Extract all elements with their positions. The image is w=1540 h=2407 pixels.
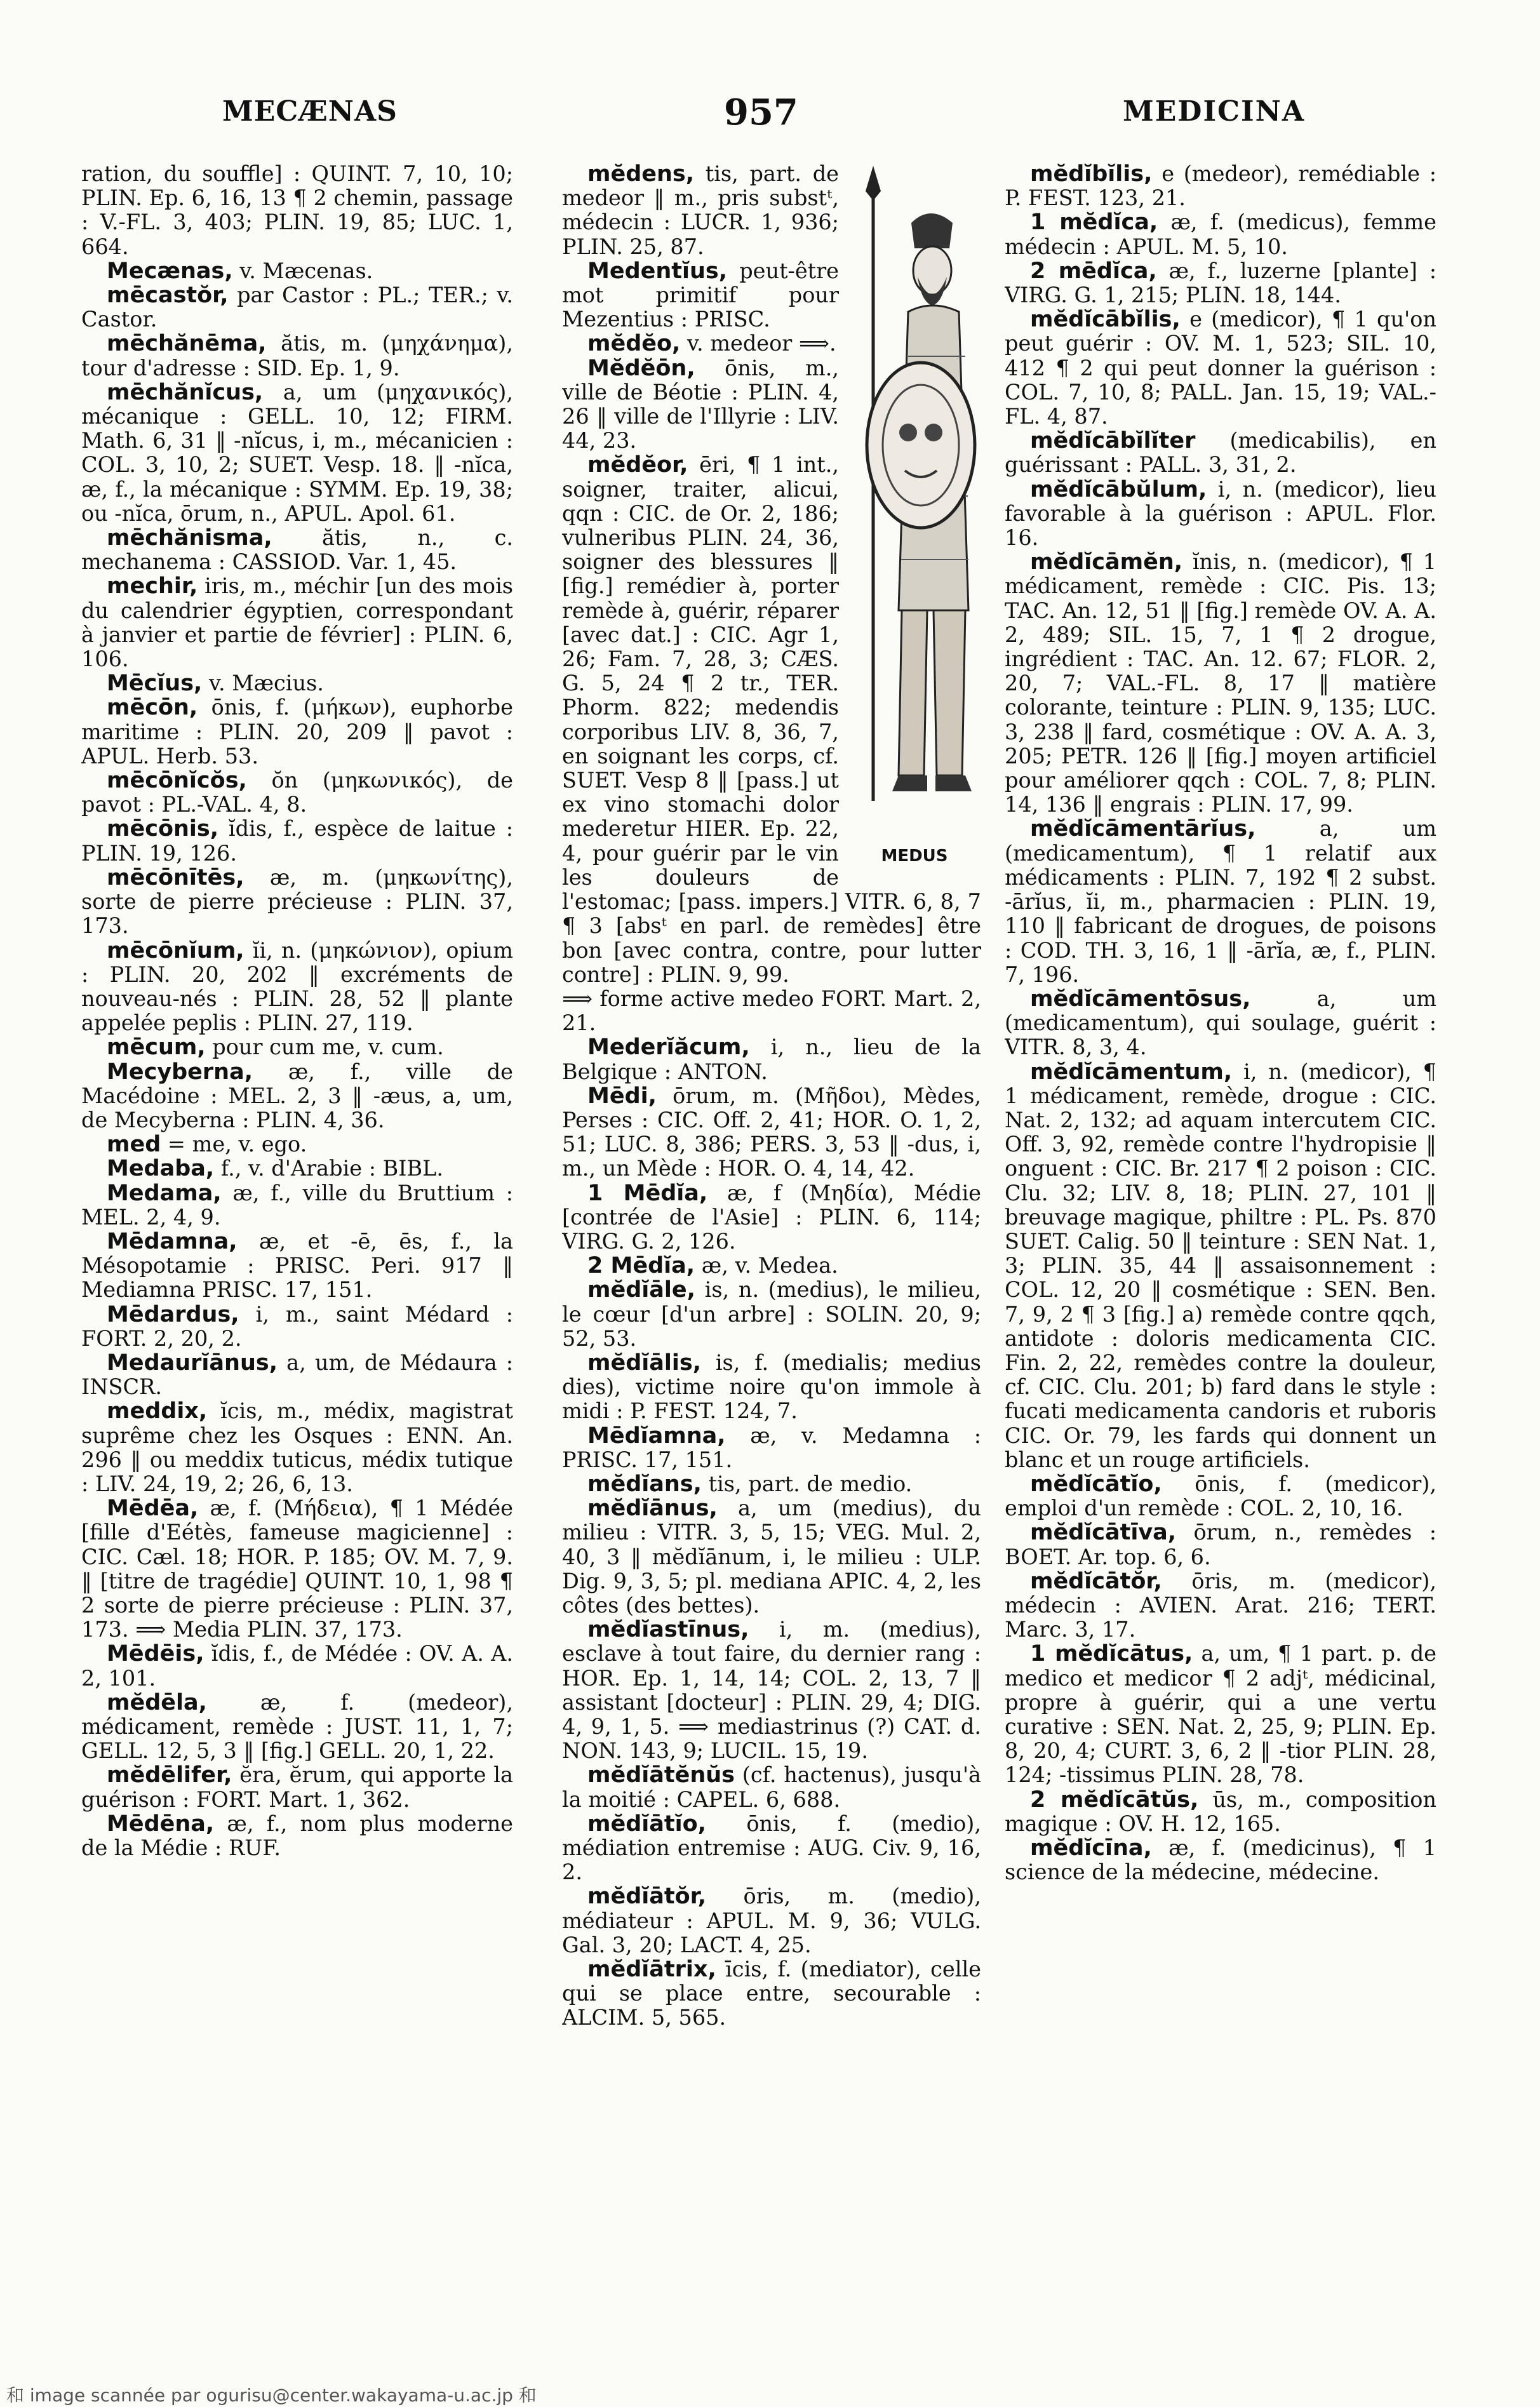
entry-definition: ōnis, f. (medicor), emploi d'un remède : COL. 2, 10, 16. bbox=[1005, 1471, 1436, 1521]
dictionary-entry bbox=[81, 332, 513, 380]
dictionary-entry bbox=[562, 1084, 981, 1181]
entry-definition: (cf. hactenus), jusqu'à la moitié : CAPEL. 6, 688. bbox=[562, 1762, 981, 1812]
dictionary-entry bbox=[81, 1230, 513, 1303]
entry-headword: Mēdēna, bbox=[107, 1811, 215, 1837]
dictionary-entry bbox=[81, 866, 513, 939]
entry-headword: mĕdĭcātīva, bbox=[1030, 1520, 1177, 1546]
entry-headword: Mēcĭus, bbox=[107, 671, 203, 697]
running-head-left: MECÆNAS bbox=[222, 95, 398, 128]
entry-headword: mĕdens, bbox=[587, 162, 695, 187]
dictionary-entry bbox=[562, 1957, 981, 2030]
entry-definition: ēri, ¶ 1 int., soigner, traiter, alicui, qqn : CIC. de Or. 2, 186; vulneribus PLIN. 24, 36, soigner des blessures ‖ [fig.] remédier à, porter remède à, guérir, réparer [avec dat.] : CIC. Agr 1, 26; Fam. 7, 28, 3; CÆS. G. 5, 24 ¶ 2 tr., TER. Phorm. 822; medendis corporibus LIV. 8, 36, 7, en soignant les corps, cf. SUET. Vesp 8 ‖ [pass.] ut ex vino stomachi dolor mederetur HIER. Ep. 22, 4, pour guérir par le vin les douleurs de l'estomac; [pass. impers.] VITR. 6, 8, 7 ¶ 3 [absᵗ en parl. de remèdes] être bon [avec contra, contre, pour lutter contre] : PLIN. 9, 99. bbox=[562, 452, 981, 987]
entry-definition: tis, part. de medeor ‖ m., pris substᵗ, médecin : LUCR. 1, 936; PLIN. 25, 87. bbox=[562, 162, 839, 259]
dictionary-entry bbox=[81, 1181, 513, 1230]
dictionary-entry bbox=[562, 1181, 981, 1254]
entry-headword: mēcōnis, bbox=[107, 816, 219, 842]
entry-headword: mĕdĭātĭo, bbox=[587, 1811, 706, 1837]
entry-definition: ōnis, f. (μήκων), euphorbe maritime : PLIN. 20, 209 ‖ pavot : APUL. Herb. 53. bbox=[81, 695, 513, 768]
entry-headword: Mecyberna, bbox=[107, 1059, 253, 1085]
entry-headword: mēcum, bbox=[107, 1035, 206, 1061]
dictionary-entry bbox=[1005, 1060, 1436, 1472]
dictionary-entry bbox=[562, 1618, 981, 1763]
entry-headword: mĕdĭcīna, bbox=[1030, 1835, 1152, 1861]
dictionary-entry bbox=[81, 1157, 513, 1181]
medus-figure bbox=[848, 166, 981, 864]
dictionary-entry bbox=[562, 1763, 981, 1811]
entry-headword: mĕdĭbĭlis, bbox=[1030, 162, 1153, 187]
entry-headword: mēchănĭcus, bbox=[107, 379, 264, 405]
dictionary-entry bbox=[1005, 307, 1436, 429]
entry-headword: Mēdamna, bbox=[107, 1228, 238, 1254]
entry-definition: v. Mæcius. bbox=[209, 671, 324, 696]
dictionary-entry bbox=[1005, 210, 1436, 258]
dictionary-entry bbox=[562, 1254, 981, 1278]
entry-definition: i, n. (medicor), lieu favorable à la guérison : APUL. Flor. 16. bbox=[1005, 476, 1436, 551]
dictionary-entry bbox=[81, 1035, 513, 1059]
entry-definition: = me, v. ego. bbox=[167, 1132, 307, 1157]
entry-headword: 2 mēdĭca, bbox=[1030, 258, 1157, 284]
dictionary-entry bbox=[81, 1351, 513, 1399]
entry-headword: mĕdĭāle, bbox=[587, 1277, 695, 1303]
column-1 bbox=[81, 162, 513, 2251]
dictionary-entry bbox=[1005, 1836, 1436, 1884]
entry-headword: mēchănēma, bbox=[107, 331, 267, 357]
dictionary-entry bbox=[562, 1496, 981, 1618]
entry-headword: mēcōnītēs, bbox=[107, 864, 244, 890]
dictionary-entry bbox=[81, 695, 513, 768]
entry-definition: a, um (μηχανικός), mécanique : GELL. 10, 12; FIRM. Math. 6, 31 ‖ -nĭcus, i, m., mécanicien : COL. 3, 10, 2; SUET. Vesp. 18. ‖ -nĭca, æ, f., la mécanique : SYMM. Ep. 19, 38; ou -nĭca, ōrum, n., APUL. Apol. 61. bbox=[81, 379, 513, 526]
dictionary-entry bbox=[81, 817, 513, 865]
entry-definition: v. medeor ⟹. bbox=[687, 331, 836, 356]
dictionary-entry bbox=[81, 1132, 513, 1157]
dictionary-entry bbox=[81, 1060, 513, 1133]
entry-definition: ătis, n., c. mechanema : CASSIOD. Var. 1, 45. bbox=[81, 525, 513, 575]
entry-definition: iris, m., méchir [un des mois du calendrier égyptien, correspondant à janvier et partie de février] : PLIN. 6, 106. bbox=[81, 573, 513, 672]
entry-definition: ōris, m. (medio), médiateur : APUL. M. 9, 36; VULG. Gal. 3, 20; LACT. 4, 25. bbox=[562, 1884, 981, 1957]
dictionary-entry bbox=[81, 1399, 513, 1496]
entry-definition: æ, f. (medicus), femme médecin : APUL. M. 5, 10. bbox=[1005, 210, 1436, 259]
dictionary-entry bbox=[562, 1812, 981, 1885]
entry-headword: Mēdēa, bbox=[107, 1496, 199, 1522]
entry-definition: æ, v. Medamna : PRISC. 17, 151. bbox=[562, 1423, 981, 1472]
entry-definition: i, m., saint Médard : FORT. 2, 20, 2. bbox=[81, 1301, 513, 1351]
entry-headword: mĕdĭātŏr, bbox=[587, 1884, 707, 1910]
entry-headword: mechir, bbox=[107, 573, 198, 600]
dictionary-entry bbox=[81, 1496, 513, 1642]
column-2 bbox=[562, 162, 981, 2251]
entry-headword: 2 Mēdĭa, bbox=[587, 1253, 695, 1279]
entry-definition: æ, v. Medea. bbox=[701, 1253, 838, 1278]
entry-headword: Mēdĭamna, bbox=[587, 1423, 726, 1449]
entry-definition: a, um (medius), du milieu : VITR. 3, 5, 15; VEG. Mul. 2, 40, 3 ‖ mĕdĭānum, i, le milieu : ULP. Dig. 9, 3, 5; pl. mediana APIC. 4, 2, les côtes (des bettes). bbox=[562, 1496, 981, 1618]
dictionary-entry bbox=[81, 1642, 513, 1690]
dictionary-entry bbox=[81, 1303, 513, 1351]
entry-definition: i, m. (medius), esclave à tout faire, du dernier rang : HOR. Ep. 1, 14, 14; COL. 2, 13, 7 ‖ assistant [docteur] : PLIN. 29, 4; DIG. 4, 9, 1, 5. ⟹ mediastrinus (?) CAT. d. NON. 143, 9; LUCIL. 15, 19. bbox=[562, 1617, 981, 1764]
dictionary-entry bbox=[81, 574, 513, 671]
dictionary-entry bbox=[562, 1035, 981, 1083]
entry-headword: mĕdĭātĕnŭs bbox=[587, 1762, 735, 1788]
entry-headword: mĕdĭcātĭo, bbox=[1030, 1471, 1162, 1497]
entry-definition: ōnis, f. (medio), médiation entremise : AUG. Civ. 9, 16, 2. bbox=[562, 1811, 981, 1885]
entry-headword: med bbox=[107, 1132, 161, 1158]
entry-definition: ĕra, ĕrum, qui apporte la guérison : FORT. Mart. 1, 362. bbox=[81, 1762, 513, 1812]
entry-headword: mĕdĭcātŏr, bbox=[1030, 1568, 1162, 1594]
entry-definition: æ, f. (Μήδεια), ¶ 1 Médée [fille d'Eétès, fameuse magicienne] : CIC. Cæl. 18; HOR. P. 185; OV. M. 7, 9. ‖ [titre de tragédie] QUINT. 10, 1, 98 ¶ 2 sorte de pierre précieuse : PLIN. 37, 173. ⟹ Media PLIN. 37, 173. bbox=[81, 1496, 513, 1642]
entry-definition: ōrum, n., remèdes : BOET. Ar. top. 6, 6. bbox=[1005, 1520, 1436, 1569]
entry-headword: Medaurĭānus, bbox=[107, 1350, 278, 1376]
entry-headword: mĕdĭcābĭlis, bbox=[1030, 307, 1181, 333]
dictionary-entry bbox=[1005, 1569, 1436, 1642]
entry-headword: mĕdĭastīnus, bbox=[587, 1617, 749, 1643]
entry-definition: ration, du souffle] : QUINT. 7, 10, 10; PLIN. Ep. 6, 16, 13 ¶ 2 chemin, passage : V.-FL. 3, 403; PLIN. 19, 85; LUC. 1, 664. bbox=[81, 162, 513, 259]
entry-headword: 2 mĕdĭcātŭs, bbox=[1030, 1787, 1199, 1813]
page-header bbox=[0, 91, 1540, 159]
entry-headword: Mēdardus, bbox=[107, 1301, 239, 1327]
dictionary-entry bbox=[81, 1812, 513, 1860]
dictionary-entry bbox=[1005, 429, 1436, 477]
entry-headword: mĕdēla, bbox=[107, 1689, 207, 1715]
dictionary-entry bbox=[81, 1763, 513, 1811]
dictionary-entry bbox=[562, 1424, 981, 1472]
dictionary-entry bbox=[562, 1351, 981, 1424]
entry-headword: mĕdĭātrix, bbox=[587, 1957, 716, 1983]
entry-headword: mĕdĭcābŭlum, bbox=[1030, 476, 1207, 502]
dictionary-entry bbox=[81, 283, 513, 332]
dictionary-entry bbox=[1005, 817, 1436, 986]
column-3 bbox=[1005, 162, 1436, 2251]
dictionary-entry bbox=[81, 939, 513, 1036]
entry-definition: ⟹ forme active medeo FORT. Mart. 2, 21. bbox=[562, 986, 981, 1036]
entry-definition: f., v. d'Arabie : BIBL. bbox=[220, 1156, 444, 1181]
entry-definition: is, n. (medius), le milieu, le cœur [d'un arbre] : SOLIN. 20, 9; 52, 53. bbox=[562, 1277, 981, 1351]
entry-headword: mĕdĭcābĭlĭter bbox=[1030, 428, 1196, 454]
entry-headword: Mĕdĕōn, bbox=[587, 355, 695, 381]
entry-definition: ĭdis, f., de Médée : OV. A. A. 2, 101. bbox=[81, 1641, 513, 1691]
dictionary-entry bbox=[562, 1884, 981, 1957]
entry-headword: mēcōnĭcŏs, bbox=[107, 768, 247, 794]
entry-definition: ūs, m., composition magique : OV. H. 12, 165. bbox=[1005, 1787, 1436, 1836]
entry-definition: ĭi, n. (μηκώνιον), opium : PLIN. 20, 202 ‖ excréments de nouveau-nés : PLIN. 28, 52 ‖ plante appelée peplis : PLIN. 27, 119. bbox=[81, 937, 513, 1036]
entry-headword: Mēdi, bbox=[587, 1083, 657, 1109]
dictionary-entry bbox=[81, 526, 513, 574]
entry-definition: ĭcis, m., médix, magistrat suprême chez les Osques : ENN. An. 296 ‖ ou meddix tuticus, médix tutique : LIV. 24, 19, 2; 26, 6, 13. bbox=[81, 1398, 513, 1496]
entry-headword: mĕdĭcāmentum, bbox=[1030, 1059, 1233, 1085]
entry-definition: æ, f., ville de Macédoine : MEL. 2, 3 ‖ -æus, a, um, de Mecyberna : PLIN. 4, 36. bbox=[81, 1059, 513, 1132]
entry-headword: 1 mĕdĭca, bbox=[1030, 210, 1158, 236]
dictionary-entry bbox=[562, 1278, 981, 1351]
entry-definition: e (medeor), remédiable : P. FEST. 123, 21. bbox=[1005, 162, 1436, 211]
entry-definition: e (medicor), ¶ 1 qu'on peut guérir : OV. M. 1, 523; SIL. 10, 412 ¶ 2 qui peut donner la guérison : COL. 7, 10, 8; PALL. Jan. 15, 19; VAL.-FL. 4, 87. bbox=[1005, 307, 1436, 429]
entry-headword: mēcastŏr, bbox=[107, 283, 229, 309]
entry-headword: mĕdĭans, bbox=[587, 1471, 702, 1497]
entry-definition: is, f. (medialis; medius dies), victime noire qu'on immole à midi : P. FEST. 124, 7. bbox=[562, 1350, 981, 1424]
entry-headword: 1 Mēdĭa, bbox=[587, 1180, 708, 1206]
dictionary-entry bbox=[81, 380, 513, 526]
entry-definition: (medicabilis), en guérissant : PALL. 3, 31, 2. bbox=[1005, 428, 1436, 478]
entry-headword: mĕdĭcāmentōsus, bbox=[1030, 986, 1251, 1012]
entry-definition: ōrum, m. (Μῆδοι), Mèdes, Perses : CIC. Off. 2, 41; HOR. O. 1, 2, 51; LUC. 8, 386; PERS. 3, 53 ‖ -dus, i, m., un Mède : HOR. O. 4, 14, 42. bbox=[562, 1083, 981, 1181]
dictionary-entry bbox=[81, 1691, 513, 1764]
dictionary-entry bbox=[1005, 1472, 1436, 1520]
entry-definition: a, um (medicamentum), ¶ 1 relatif aux médicaments : PLIN. 7, 192 ¶ 2 subst. -ārĭus, ĭi, m., pharmacien : PLIN. 19, 110 ‖ fabricant de drogues, de poisons : COD. TH. 3, 16, 1 ‖ -ārĭa, æ, f., PLIN. 7, 196. bbox=[1005, 816, 1436, 987]
entry-headword: mēcōnĭum, bbox=[107, 937, 244, 963]
dictionary-entry bbox=[81, 671, 513, 695]
entry-definition: æ, m. (μηκωνίτης), sorte de pierre précieuse : PLIN. 37, 173. bbox=[81, 864, 513, 939]
dictionary-entry bbox=[1005, 162, 1436, 210]
entry-definition: i, n., lieu de la Belgique : ANTON. bbox=[562, 1035, 981, 1084]
entry-definition: i, n. (medicor), ¶ 1 médicament, remède, drogue : CIC. Nat. 2, 132; ad aquam intercutem CIC. Off. 3, 92, remède contre l'hydropisie ‖ onguent : CIC. Br. 217 ¶ 2 poison : CIC. Clu. 32; LIV. 8, 18; PLIN. 27, 101 ‖ breuvage magique, philtre : PL. Ps. 870 SUET. Calig. 50 ‖ teinture : SEN Nat. 1, 3; PLIN. 35, 44 ‖ assaisonnement : COL. 12, 20 ‖ cosmétique : SEN. Ben. 7, 9, 2 ¶ 3 [fig.] a) remède contre qqch, antidote : doloris medicamenta CIC. Fin. 2, 22, remèdes contre la douleur, cf. CIC. Clu. 201; b) fard dans le style : fucati medicamenta candoris et ruboris CIC. Or. 79, les fards qui donnent un blanc et un rouge artificiels. bbox=[1005, 1059, 1436, 1472]
dictionary-entry bbox=[81, 162, 513, 259]
entry-definition: ĭdis, f., espèce de laitue : PLIN. 19, 126. bbox=[81, 816, 513, 866]
dictionary-entry bbox=[1005, 259, 1436, 307]
dictionary-entry bbox=[1005, 1520, 1436, 1569]
medus-illustration bbox=[848, 166, 981, 845]
entry-definition: peut-être mot primitif pour Mezentius : PRISC. bbox=[562, 258, 839, 332]
running-head-right: MEDICINA bbox=[1123, 95, 1305, 128]
scan-credit: 和 image scannée par ogurisu@center.wakayama-u.ac.jp 和 bbox=[6, 2385, 537, 2406]
entry-headword: mĕdĕor, bbox=[587, 452, 688, 478]
entry-definition: ŏn (μηκωνικός), de pavot : PL.-VAL. 4, 8. bbox=[81, 768, 513, 817]
entry-headword: Medaba, bbox=[107, 1156, 215, 1182]
dictionary-entry bbox=[1005, 478, 1436, 551]
entry-definition: æ, f. (medicinus), ¶ 1 science de la médecine, médecine. bbox=[1005, 1835, 1436, 1885]
entry-headword: 1 mĕdĭcātus, bbox=[1030, 1641, 1193, 1667]
figure-caption: MEDUS bbox=[881, 846, 948, 866]
entry-definition: a, um, de Médaura : INSCR. bbox=[81, 1350, 513, 1400]
entry-headword: Medama, bbox=[107, 1180, 222, 1206]
entry-headword: meddix, bbox=[107, 1398, 208, 1425]
entry-definition: æ, f., luzerne [plante] : VIRG. G. 1, 215; PLIN. 18, 144. bbox=[1005, 258, 1436, 308]
dictionary-entry bbox=[562, 1472, 981, 1496]
entry-headword: Mederĭăcum, bbox=[587, 1035, 750, 1061]
entry-headword: mĕdĭcāmĕn, bbox=[1030, 549, 1183, 575]
entry-definition: æ, f., nom plus moderne de la Médie : RUF. bbox=[81, 1811, 513, 1861]
entry-definition: īcis, f. (mediator), celle qui se place entre, secourable : ALCIM. 5, 565. bbox=[562, 1957, 981, 2030]
entry-headword: mĕdĕo, bbox=[587, 331, 681, 357]
dictionary-entry bbox=[81, 768, 513, 817]
entry-headword: mĕdĭcāmentārĭus, bbox=[1030, 816, 1256, 842]
dictionary-entry bbox=[1005, 987, 1436, 1060]
dictionary-entry bbox=[562, 987, 981, 1035]
entry-headword: mĕdĭānus, bbox=[587, 1496, 718, 1522]
entry-headword: mēcōn, bbox=[107, 695, 198, 721]
entry-definition: æ, f., ville du Bruttium : MEL. 2, 4, 9. bbox=[81, 1180, 513, 1230]
entry-definition: a, um (medicamentum), qui soulage, guérit : VITR. 8, 3, 4. bbox=[1005, 986, 1436, 1060]
dictionary-entry bbox=[1005, 1642, 1436, 1787]
entry-definition: ătis, m. (μηχάνημα), tour d'adresse : SID. Ep. 1, 9. bbox=[81, 331, 513, 380]
entry-headword: Mecænas, bbox=[107, 258, 233, 284]
entry-headword: Medentĭus, bbox=[587, 258, 728, 284]
entry-headword: mĕdĭālis, bbox=[587, 1350, 701, 1376]
entry-definition: æ, et -ē, ēs, f., la Mésopotamie : PRISC. Peri. 917 ‖ Mediamna PRISC. 17, 151. bbox=[81, 1228, 513, 1303]
entry-definition: ōnis, m., ville de Béotie : PLIN. 4, 26 ‖ ville de l'Illyrie : LIV. 44, 23. bbox=[562, 355, 840, 453]
entry-definition: a, um, ¶ 1 part. p. de medico et medicor ¶ 2 adjᵗ, médicinal, propre à guérir, qui a une vertu curative : SEN. Nat. 2, 25, 9; PLIN. Ep. 8, 20, 4; CURT. 3, 6, 2 ‖ -tior PLIN. 28, 124; -tissimus PLIN. 28, 78. bbox=[1005, 1641, 1436, 1788]
dictionary-entry bbox=[1005, 550, 1436, 817]
entry-definition: par Castor : PL.; TER.; v. Castor. bbox=[81, 283, 513, 332]
entry-headword: mēchănisma, bbox=[107, 525, 272, 551]
dictionary-entry bbox=[1005, 1788, 1436, 1836]
entry-definition: v. Mæcenas. bbox=[239, 258, 373, 283]
entry-definition: pour cum me, v. cum. bbox=[212, 1035, 444, 1060]
entry-definition: ōris, m. (medicor), médecin : AVIEN. Arat. 216; TERT. Marc. 3, 17. bbox=[1005, 1568, 1436, 1642]
entry-definition: tis, part. de medio. bbox=[708, 1471, 913, 1496]
entry-definition: ĭnis, n. (medicor), ¶ 1 médicament, remède : CIC. Pis. 13; TAC. An. 12, 51 ‖ [fig.] remède OV. A. A. 2, 489; SIL. 15, 7, 1 ¶ 2 drogue, ingrédient : TAC. An. 12. 67; FLOR. 2, 20, 7; VAL.-FL. 8, 17 ‖ matière colorante, teinture : PLIN. 9, 135; LUC. 3, 238 ‖ fard, cosmétique : OV. A. A. 3, 205; PETR. 126 ‖ [fig.] moyen artificiel pour améliorer qqch : COL. 7, 8; PLIN. 14, 136 ‖ engrais : PLIN. 17, 99. bbox=[1005, 549, 1436, 817]
page-number: 957 bbox=[724, 91, 798, 133]
dictionary-entry bbox=[81, 259, 513, 283]
entry-definition: æ, f (Μηδία), Médie [contrée de l'Asie] : PLIN. 6, 114; VIRG. G. 2, 126. bbox=[562, 1180, 981, 1254]
entry-headword: Mēdēis, bbox=[107, 1641, 204, 1667]
entry-headword: mĕdēlifer, bbox=[107, 1762, 232, 1788]
entry-definition: æ, f. (medeor), médicament, remède : JUST. 11, 1, 7; GELL. 12, 5, 3 ‖ [fig.] GELL. 20, 1, 22. bbox=[81, 1689, 513, 1764]
